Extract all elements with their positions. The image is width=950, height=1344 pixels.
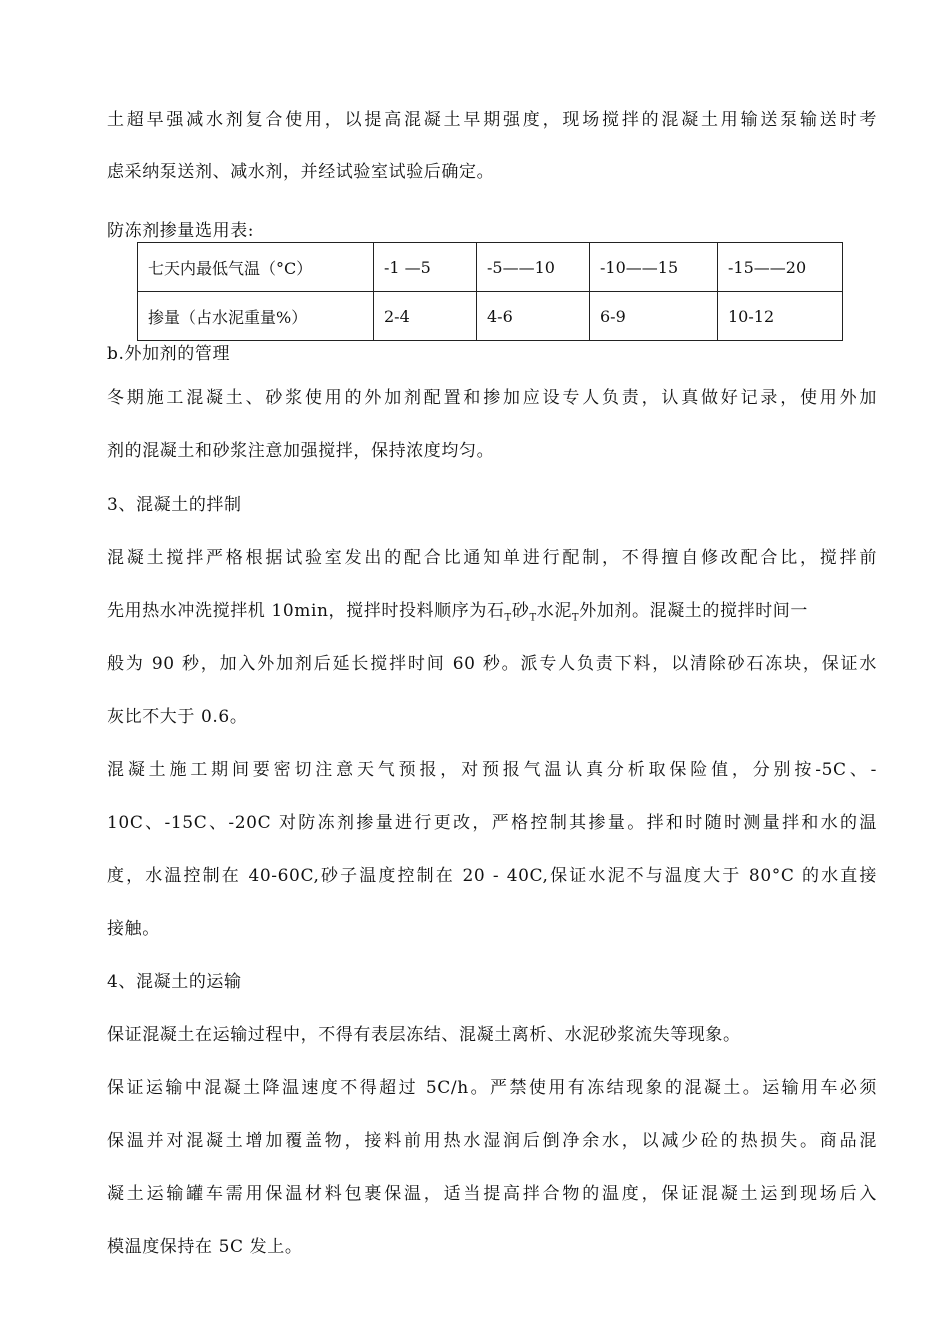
table-row <box>138 292 843 341</box>
subscript-t: T <box>504 612 512 624</box>
section-3-p1-line-3: 般为 90 秒，加入外加剂后延长搅拌时间 60 秒。派专人负责下料，以清除砂石冻块，保证水 <box>107 654 877 674</box>
section-3-p2-line-1: 混凝土施工期间要密切注意天气预报，对预报气温认真分析取保险值，分别按-5C、- <box>107 760 877 780</box>
text-span: 砂 <box>511 601 530 621</box>
section-4-p1: 保证混凝土在运输过程中，不得有表层冻结、混凝土离析、水泥砂浆流失等现象。 <box>107 1025 741 1045</box>
section-3-p2-line-2: 10C、-15C、-20C 对防冻剂掺量进行更改，严格控制其掺量。拌和时随时测量拌和水的温 <box>107 813 877 833</box>
section-4-p2-line-1: 保证运输中混凝土降温速度不得超过 5C/h。严禁使用有冻结现象的混凝土。运输用车必须 <box>107 1078 877 1098</box>
table-cell: -5——10 <box>477 243 590 292</box>
text-span: 外加剂。混凝土的搅拌时间一 <box>579 601 809 621</box>
section-3-p2-line-3: 度，水温控制在 40-60C,砂子温度控制在 20 - 40C,保证水泥不与温度大于 80°C 的水直接 <box>107 866 877 886</box>
table-cell: -1 —5 <box>374 243 477 292</box>
paragraph-1-line-2: 虑采纳泵送剂、减水剂，并经试验室试验后确定。 <box>107 162 495 182</box>
table-row <box>138 243 843 292</box>
section-3-heading: 3、混凝土的拌制 <box>107 495 242 515</box>
section-3-p1-line-2 <box>107 599 877 630</box>
section-b-line-2: 剂的混凝土和砂浆注意加强搅拌，保持浓度均匀。 <box>107 441 495 461</box>
table-cell: 10-12 <box>718 292 843 341</box>
section-4-heading: 4、混凝土的运输 <box>107 972 242 992</box>
table-cell: -10——15 <box>590 243 718 292</box>
section-4-p2-line-2: 保温并对混凝土增加覆盖物，接料前用热水湿润后倒净余水，以减少砼的热损失。商品混 <box>107 1131 877 1151</box>
section-4-p2-line-3: 凝土运输罐车需用保温材料包裹保温，适当提高拌合物的温度，保证混凝土运到现场后入 <box>107 1184 877 1204</box>
paragraph-1-line-1: 土超早强减水剂复合使用，以提高混凝土早期强度，现场搅拌的混凝土用输送泵输送时考 <box>107 110 877 130</box>
table-cell: 4-6 <box>477 292 590 341</box>
text-span: 水泥 <box>536 601 572 621</box>
table-caption: 防冻剂掺量选用表: <box>107 221 255 241</box>
section-3-p1-line-4: 灰比不大于 0.6。 <box>107 707 248 727</box>
subscript-t: T <box>529 612 537 624</box>
section-3-p1-line-1: 混凝土搅拌严格根据试验室发出的配合比通知单进行配制，不得擅自修改配合比，搅拌前 <box>107 548 877 568</box>
dosage-table <box>137 242 843 341</box>
section-b-line-1: 冬期施工混凝土、砂浆使用的外加剂配置和掺加应设专人负责，认真做好记录，使用外加 <box>107 388 877 408</box>
table-cell: 6-9 <box>590 292 718 341</box>
section-4-p2-line-4: 模温度保持在 5C 发上。 <box>107 1237 303 1257</box>
subscript-t: T <box>571 612 580 624</box>
table-cell: 2-4 <box>374 292 477 341</box>
section-3-p2-line-4: 接触。 <box>107 919 160 939</box>
table-cell: 掺量（占水泥重量%） <box>138 292 374 341</box>
text-span: 先用热水冲洗搅拌机 10min，搅拌时投料顺序为石 <box>107 601 505 621</box>
table-cell: 七天内最低气温（°C） <box>138 243 374 292</box>
section-b-heading: b.外加剂的管理 <box>107 344 231 364</box>
table-cell: -15——20 <box>718 243 843 292</box>
